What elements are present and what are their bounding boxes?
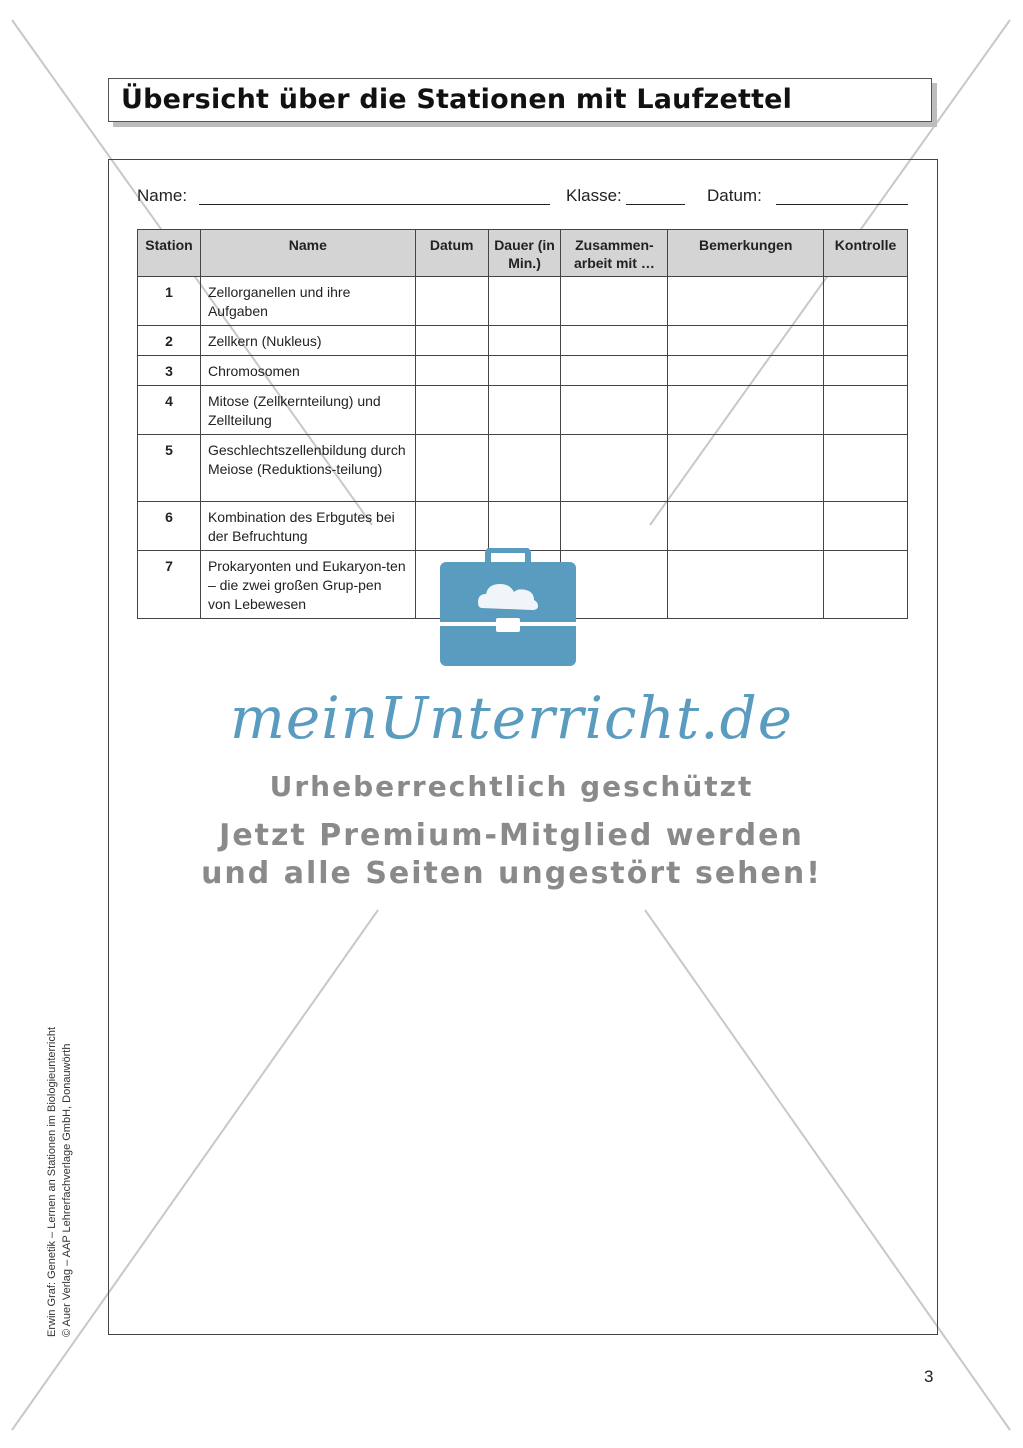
datum-cell[interactable] [415, 356, 488, 386]
watermark-copyright: Urheberrechtlich geschützt [269, 770, 754, 803]
dauer-cell[interactable] [488, 435, 561, 502]
table-row [138, 435, 908, 502]
dauer-cell[interactable] [488, 277, 561, 326]
watermark-brand: meinUnterricht.de [229, 684, 794, 752]
date-field[interactable] [776, 204, 908, 205]
class-label: Klasse: [566, 186, 622, 205]
publisher-credit [45, 1027, 75, 1337]
kontrolle-cell[interactable] [824, 326, 908, 356]
dauer-cell[interactable] [488, 326, 561, 356]
table-row [138, 326, 908, 356]
kontrolle-cell[interactable] [824, 551, 908, 619]
page-number: 3 [924, 1367, 934, 1386]
zusammenarbeit-cell[interactable] [561, 326, 668, 356]
table-row [138, 502, 908, 551]
watermark-premium-line1: Jetzt Premium-Mitglied werden [219, 818, 804, 853]
station-name: Chromosomen [200, 356, 415, 386]
name-label: Name: [137, 186, 188, 205]
table-row [138, 386, 908, 435]
kontrolle-cell[interactable] [824, 356, 908, 386]
credit-author: Erwin Graf: Genetik – Lernen an Stationen im Biologieunterricht [46, 1027, 58, 1337]
dauer-cell[interactable] [488, 502, 561, 551]
watermark-premium-line2: und alle Seiten ungestört sehen! [201, 856, 822, 891]
station-name: Mitose (Zellkernteilung) und Zellteilung [200, 386, 415, 435]
station-number: 2 [138, 326, 201, 356]
datum-cell[interactable] [415, 277, 488, 326]
bemerkungen-cell[interactable] [668, 356, 824, 386]
datum-cell[interactable] [415, 502, 488, 551]
table-row [138, 356, 908, 386]
title-box [108, 78, 932, 122]
kontrolle-cell[interactable] [824, 386, 908, 435]
dauer-cell[interactable] [488, 386, 561, 435]
col-header-name: Name [200, 230, 415, 277]
briefcase-cloud-icon [438, 548, 578, 668]
bemerkungen-cell[interactable] [668, 386, 824, 435]
col-header-datum: Datum [415, 230, 488, 277]
bemerkungen-cell[interactable] [668, 551, 824, 619]
dauer-cell[interactable] [488, 356, 561, 386]
page-title: Übersicht über die Stationen mit Laufzettel [121, 84, 793, 115]
station-number: 1 [138, 277, 201, 326]
kontrolle-cell[interactable] [824, 435, 908, 502]
class-field[interactable] [626, 204, 685, 205]
kontrolle-cell[interactable] [824, 502, 908, 551]
datum-cell[interactable] [415, 326, 488, 356]
station-name: Zellorganellen und ihre Aufgaben [200, 277, 415, 326]
station-number: 6 [138, 502, 201, 551]
table-row [138, 277, 908, 326]
zusammenarbeit-cell[interactable] [561, 502, 668, 551]
station-number: 3 [138, 356, 201, 386]
zusammenarbeit-cell[interactable] [561, 435, 668, 502]
col-header-kontrolle: Kontrolle [824, 230, 908, 277]
table-header-row [138, 230, 908, 277]
kontrolle-cell[interactable] [824, 277, 908, 326]
date-label: Datum: [707, 186, 762, 205]
col-header-bemerkungen: Bemerkungen [668, 230, 824, 277]
bemerkungen-cell[interactable] [668, 277, 824, 326]
bemerkungen-cell[interactable] [668, 326, 824, 356]
zusammenarbeit-cell[interactable] [561, 277, 668, 326]
credit-publisher: © Auer Verlag – AAP Lehrerfachverlage GmbH, Donauwörth [61, 1043, 73, 1337]
station-name: Geschlechtszellenbildung durch Meiose (Reduktions-teilung) [200, 435, 415, 502]
bemerkungen-cell[interactable] [668, 435, 824, 502]
bemerkungen-cell[interactable] [668, 502, 824, 551]
station-number: 7 [138, 551, 201, 619]
station-name: Kombination des Erbgutes bei der Befruchtung [200, 502, 415, 551]
zusammenarbeit-cell[interactable] [561, 356, 668, 386]
station-name: Prokaryonten und Eukaryon-ten – die zwei großen Grup-pen von Lebewesen [200, 551, 415, 619]
datum-cell[interactable] [415, 386, 488, 435]
name-field[interactable] [199, 204, 550, 205]
col-header-station: Station [138, 230, 201, 277]
station-name: Zellkern (Nukleus) [200, 326, 415, 356]
col-header-zusammenarbeit: Zusammen-arbeit mit … [561, 230, 668, 277]
station-number: 4 [138, 386, 201, 435]
zusammenarbeit-cell[interactable] [561, 386, 668, 435]
datum-cell[interactable] [415, 435, 488, 502]
col-header-dauer: Dauer (in Min.) [488, 230, 561, 277]
station-number: 5 [138, 435, 201, 502]
